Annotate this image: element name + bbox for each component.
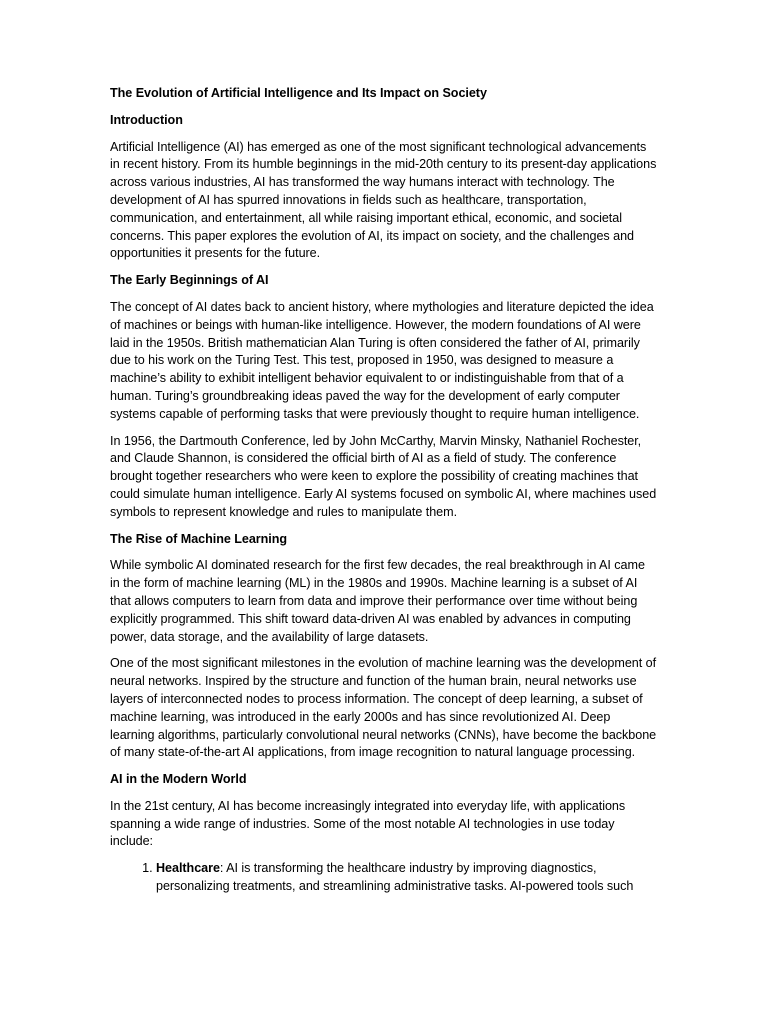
document-page: [110, 85, 658, 896]
paragraph-early-beginnings-1: The concept of AI dates back to ancient history, where mythologies and literature depicted the idea of machines or beings with human-like intelligence. However, the modern foundations of AI were laid in the 1950s. British mathematician Alan Turing is often considered the father of AI, primarily due to his work on the Turing Test. This test, proposed in 1950, was designed to measure a machine’s ability to exhibit intelligent behavior equivalent to or indistinguishable from that of a human. Turing’s groundbreaking ideas paved the way for the development of early computer systems capable of performing tasks that were previously thought to require human intelligence.: [110, 299, 654, 421]
paragraph-introduction-1: Artificial Intelligence (AI) has emerged as one of the most significant technological advancements in recent history. From its humble beginnings in the mid-20th century to its present-day applications across various industries, AI has transformed the way humans interact with technology. The development of AI has spurred innovations in fields such as healthcare, transportation, communication, and entertainment, all while raising important ethical, economic, and societal concerns. This paper explores the evolution of AI, its impact on society, and the challenges and opportunities it presents for the future.: [110, 139, 657, 261]
section-heading-early-beginnings: The Early Beginnings of AI: [110, 273, 269, 288]
paragraph-modern-world-1: In the 21st century, AI has become increasingly integrated into everyday life, with applications spanning a wide range of industries. Some of the most notable AI technologies in use today include:: [110, 798, 626, 849]
section-heading-modern-world: AI in the Modern World: [110, 772, 247, 787]
section-heading-machine-learning: The Rise of Machine Learning: [110, 531, 288, 546]
document-title: The Evolution of Artificial Intelligence and Its Impact on Society: [110, 86, 487, 100]
paragraph-machine-learning-1: While symbolic AI dominated research for the first few decades, the real breakthrough in AI came in the form of machine learning (ML) in the 1980s and 1990s. Machine learning is a subset of AI that allows computers to learn from data and improve their performance over time without being explicitly programmed. This shift toward data-driven AI was enabled by advances in computing power, data storage, and the availability of large datasets.: [110, 558, 645, 644]
paragraph-machine-learning-2: One of the most significant milestones in the evolution of machine learning was the development of neural networks. Inspired by the structure and function of the human brain, neural networks use layers of interconnected nodes to process information. The concept of deep learning, a subset of machine learning, was introduced in the early 2000s and has since revolutionized AI. Deep learning algorithms, particularly convolutional neural networks (CNNs), have become the backbone of many state-of-the-art AI applications, from image recognition to natural language processing.: [110, 656, 657, 760]
paragraph-early-beginnings-2: In 1956, the Dartmouth Conference, led by John McCarthy, Marvin Minsky, Nathaniel Rochester, and Claude Shannon, is considered the official birth of AI as a field of study. The conference brought together researchers who were keen to explore the possibility of creating machines that could simulate human intelligence. Early AI systems focused on symbolic AI, where machines used symbols to represent knowledge and rules to manipulate them.: [110, 433, 657, 519]
list-item: [156, 860, 658, 896]
list-item-term: Healthcare: [156, 861, 220, 876]
application-list: [110, 860, 658, 896]
section-heading-introduction: Introduction: [110, 112, 183, 127]
list-item-text: : AI is transforming the healthcare industry by improving diagnostics, personalizing treatments, and streamlining administrative tasks. AI-powered tools such: [156, 861, 634, 894]
